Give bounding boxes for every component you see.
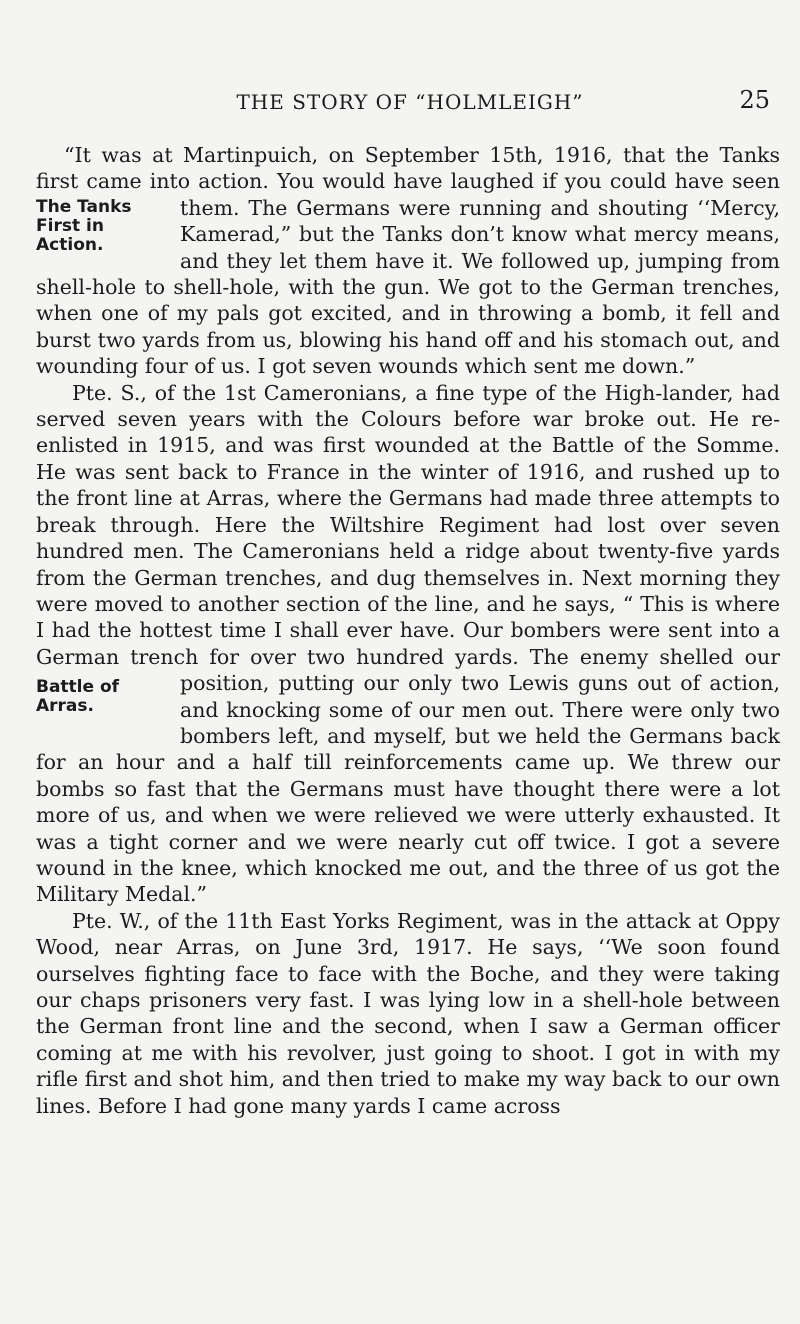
paragraph-martinpuich (36, 142, 780, 380)
paragraph-text: shouting ‘‘Mercy, Kamerad,” but the Tanks don’t know what mercy means, and they let them have it. We followed up, jumping from shell-hole to shell-hole, with the gun. We got to the German trenches, when one of my pals got excited, and in throwing a bomb, it fell and burst two yards from us, blowing his hand off and his stomach out, and wounding four of us. I got seven wounds which sent me down.” (36, 195, 780, 379)
page-header (0, 86, 800, 124)
paragraph-oppy-wood (36, 908, 780, 1119)
paragraph-cameronians (36, 380, 780, 908)
paragraph-text: Lewis guns out of action, and knocking some of our men out. There were only two bombers left, and myself, but we held the Germans back for an hour and a half till reinforcements came up. We threw our bombs so fast that the Germans must have thought there were a lot more of us, and when we were relieved we were utterly exhausted. It was a tight corner and we were nearly cut off twice. I got a severe wound in the knee, which knocked me out, and the three of us got the Military Medal.” (36, 671, 780, 907)
paragraph-text: “It was at Martinpuich, on September 15th, 1916, that the Tanks first came into action. You would have laughed if you could have seen them. The Germans were running and (36, 143, 780, 220)
paragraph-text: Pte. W., of the 11th East Yorks Regiment, was in the attack at Oppy Wood, near Arras, on June 3rd, 1917. He says, ‘‘We soon found ourselves fighting face to face with the Boche, and they were taking our chaps prisoners very fast. I was lying low in a shell-hole between the German front line and the second, when I saw a German officer coming at me with his revolver, just going to shoot. I got in with my rifle first and shot him, and then tried to make my way back to our own lines. Before I had gone many yards I came across (36, 908, 780, 1118)
running-title: THE STORY OF “HOLMLEIGH” (236, 90, 584, 114)
sidenote-battle-of-arras: Battle of Arras. (36, 677, 120, 717)
page-number: 25 (739, 86, 770, 114)
sidenote-tanks-first-in-action: The Tanks First in Action. (36, 196, 132, 255)
body-text (36, 142, 780, 1119)
paragraph-text: Pte. S., of the 1st Cameronians, a fine type of the High-lander, had served seven years with the Colours before war broke out. He re-enlisted in 1915, and was first wounded at the Battle of the Somme. He was sent back to France in the winter of 1916, and rushed up to the front line at Arras, where the Germans had made three attempts to break through. Here the Wiltshire Regiment had lost over seven hundred men. The Cameronians held a ridge about twenty-five yards from the German trenches, and dug themselves in. Next morning they were moved to another section of the line, and he says, “ This is where I had the hottest time I shall ever have. Our bombers were sent into a German trench for over two hundred yards. The enemy shelled our position, putting our only two (36, 380, 780, 696)
